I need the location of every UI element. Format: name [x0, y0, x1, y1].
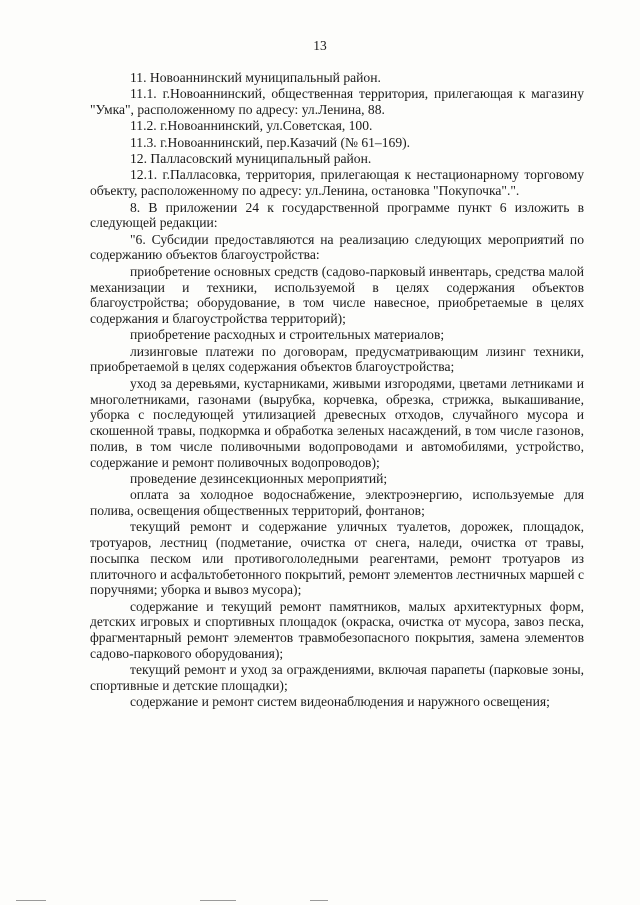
paragraph-fences: текущий ремонт и уход за ограждениями, включая парапеты (парковые зоны, спортивные и детские площадки);: [90, 662, 584, 693]
scan-mark: [200, 900, 236, 901]
paragraph-6-intro: "6. Субсидии предоставляются на реализацию следующих мероприятий по содержанию объектов благоустройства:: [90, 231, 584, 263]
paragraph-repair-paths: текущий ремонт и содержание уличных туалетов, дорожек, площадок, тротуаров, лестниц (подметание, очистка от снега, наледи, очистка от травы, посыпка песком или противогололедными реагентами, ремонт тротуаров из плиточного и асфальтобетонного покрытий, ремонт элементов лестничных маршей с поручнями; уборка и вывоз мусора);: [90, 519, 584, 598]
paragraph-12-1: 12.1. г.Палласовка, территория, прилегающая к нестационарному торговому объекту, расположенному по адресу: ул.Ленина, остановка "Покупочка".".: [90, 167, 584, 199]
paragraph-fixed-assets: приобретение основных средств (садово-парковый инвентарь, средства малой механизации и техники, используемой в целях содержания объектов благоустройства; оборудование, в том числе навесное, приобретаемые в целях содержания и благоустройства территорий);: [90, 263, 584, 326]
paragraph-8: 8. В приложении 24 к государственной программе пункт 6 изложить в следующей редакции:: [90, 199, 584, 231]
paragraph-12: 12. Палласовский муниципальный район.: [130, 151, 372, 167]
paragraph-11-3: 11.3. г.Новоаннинский, пер.Казачий (№ 61–169).: [130, 134, 411, 150]
paragraph-monuments: содержание и текущий ремонт памятников, малых архитектурных форм, детских игровых и спортивных площадок (окраска, очистка от мусора, завоз песка, фрагментарный ремонт элементов травмобезопасного покрытия, замена элементов садово-паркового оборудования);: [90, 598, 584, 661]
paragraph-11-1: 11.1. г.Новоаннинский, общественная территория, прилегающая к магазину "Умка", расположенному по адресу: ул.Ленина, 88.: [90, 86, 584, 118]
paragraph-utilities: оплата за холодное водоснабжение, электроэнергию, используемые для полива, освещения общественных территорий, фонтанов;: [90, 487, 584, 518]
scan-mark: [310, 900, 328, 901]
paragraph-materials: приобретение расходных и строительных материалов;: [130, 327, 445, 343]
paragraph-disinsection: проведение дезинсекционных мероприятий;: [130, 470, 388, 486]
scan-edge-marks: [0, 897, 640, 905]
paragraph-greenery-care: уход за деревьями, кустарниками, живыми изгородями, цветами летниками и многолетниками, газонами (вырубка, корчевка, обрезка, стрижка, выкашивание, уборка с последующей утилизацией древесных отходов, случайного мусора и скошенной травы, подкормка и обработка зеленых насаждений, в том числе газонов, полив, в том числе поливочными водопроводами и автомобилями, устройство, содержание и ремонт поливочных водопроводов);: [90, 375, 584, 470]
paragraph-video-lighting: содержание и ремонт систем видеонаблюдения и наружного освещения;: [130, 694, 550, 710]
paragraph-leasing: лизинговые платежи по договорам, предусматривающим лизинг техники, приобретаемой в целях содержания объектов благоустройства;: [90, 343, 584, 375]
scan-mark: [16, 900, 46, 901]
paragraph-11: 11. Новоаннинский муниципальный район.: [130, 70, 381, 85]
document-body: [90, 70, 584, 710]
page-number: 13: [313, 38, 327, 53]
paragraph-11-2: 11.2. г.Новоаннинский, ул.Советская, 100.: [130, 118, 373, 134]
